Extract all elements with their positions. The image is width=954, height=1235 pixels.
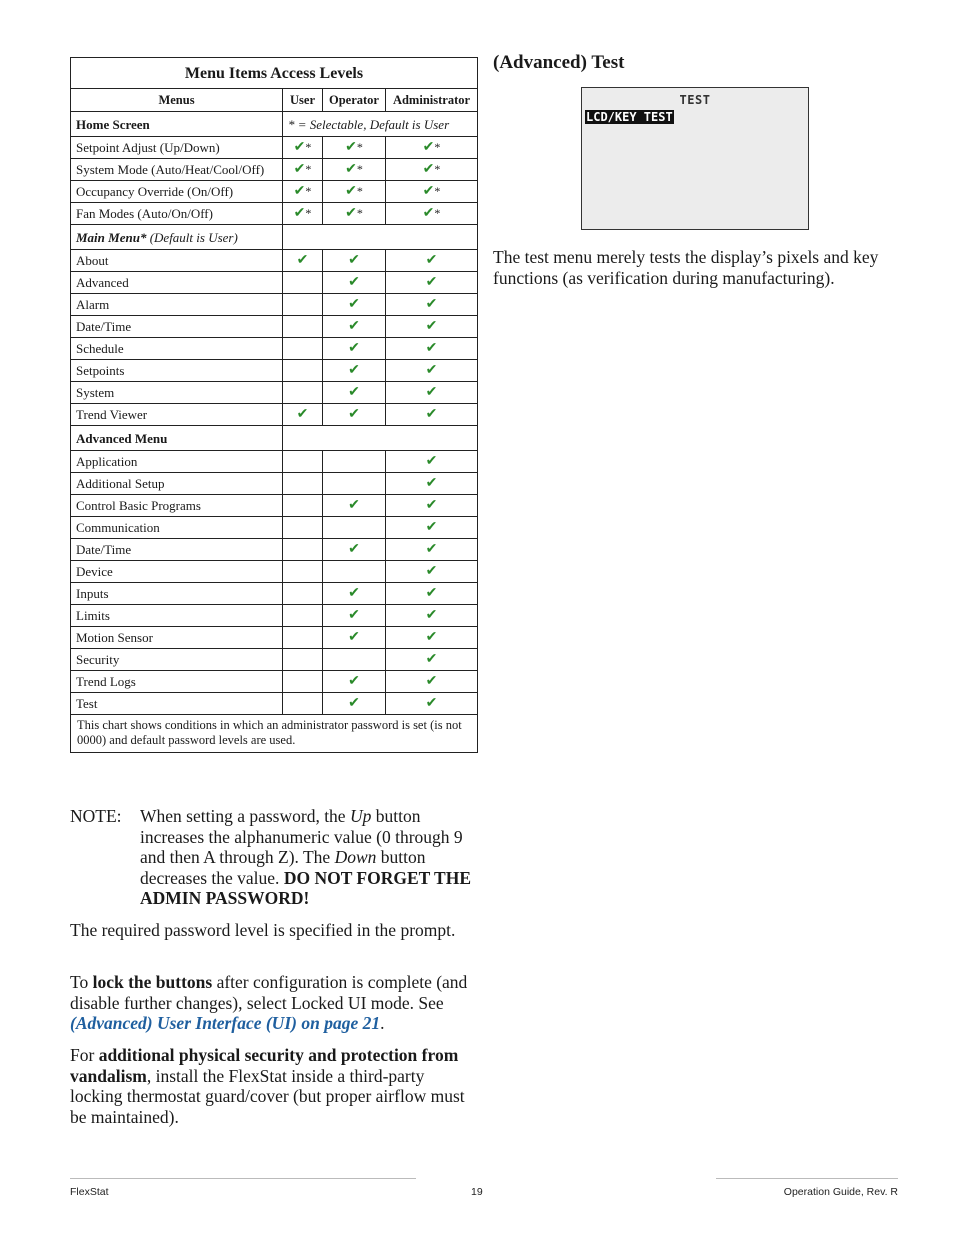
administrator-access-cell: ✔*: [386, 137, 478, 159]
user-access-cell: ✔: [283, 250, 323, 272]
menu-label-cell: Fan Modes (Auto/On/Off): [71, 203, 283, 225]
administrator-access-cell: ✔: [386, 451, 478, 473]
user-access-cell: [283, 693, 323, 715]
para2-text-2: after configuration is complete (and disable further changes), select Locked UI mode. See: [70, 972, 468, 1013]
operator-access-cell: ✔: [323, 316, 386, 338]
administrator-access-cell: ✔: [386, 583, 478, 605]
menu-label-cell: Date/Time: [71, 316, 283, 338]
operator-access-cell: [323, 649, 386, 671]
operator-access-cell: ✔: [323, 294, 386, 316]
administrator-access-cell: ✔: [386, 294, 478, 316]
section-heading-cell: [71, 112, 283, 137]
user-access-cell: [283, 451, 323, 473]
table-row: [71, 671, 478, 693]
table-row: [71, 203, 478, 225]
menu-label-cell: Alarm: [71, 294, 283, 316]
table-row: [71, 605, 478, 627]
administrator-access-cell: ✔: [386, 517, 478, 539]
section-heading-cell: [71, 225, 283, 250]
selectable-asterisk: *: [434, 162, 441, 176]
table-row: [71, 583, 478, 605]
operator-access-cell: ✔: [323, 404, 386, 426]
menu-label-cell: Test: [71, 693, 283, 715]
administrator-access-cell: ✔: [386, 250, 478, 272]
selectable-asterisk: *: [434, 206, 441, 220]
footer-doc-title: Operation Guide, Rev. R: [783, 1186, 898, 1198]
user-access-cell: [283, 627, 323, 649]
section-row: [71, 225, 478, 250]
administrator-access-cell: ✔: [386, 693, 478, 715]
table-body: [71, 112, 478, 715]
table-row: [71, 693, 478, 715]
footer-product: FlexStat: [70, 1186, 109, 1198]
note-up: Up: [349, 806, 372, 826]
table-row: [71, 473, 478, 495]
section-heading-test: (Advanced) Test: [493, 52, 625, 73]
operator-access-cell: ✔: [323, 360, 386, 382]
menu-label-cell: Trend Logs: [71, 671, 283, 693]
ui-section-link[interactable]: (Advanced) User Interface (UI) on page 21: [70, 1013, 381, 1033]
operator-access-cell: ✔: [323, 605, 386, 627]
table-footnote: This chart shows conditions in which an administrator password is set (is not 0000) and default password levels are used.: [71, 715, 478, 753]
section-heading-text: Main Menu*: [76, 229, 147, 245]
selectable-asterisk: *: [434, 140, 441, 154]
menu-label-cell: Communication: [71, 517, 283, 539]
menu-label-cell: Application: [71, 451, 283, 473]
user-access-cell: [283, 294, 323, 316]
administrator-access-cell: ✔: [386, 338, 478, 360]
selectable-asterisk: *: [356, 140, 363, 154]
column-header-user: User: [283, 89, 323, 112]
menu-label-cell: Setpoint Adjust (Up/Down): [71, 137, 283, 159]
administrator-access-cell: ✔: [386, 473, 478, 495]
lcd-selected-item: LCD/KEY TEST: [586, 110, 673, 124]
section-note-cell: [283, 426, 478, 451]
menu-label-cell: System Mode (Auto/Heat/Cool/Off): [71, 159, 283, 181]
administrator-access-cell: ✔: [386, 316, 478, 338]
operator-access-cell: ✔: [323, 495, 386, 517]
operator-access-cell: [323, 473, 386, 495]
section-heading-text: Home Screen: [76, 116, 150, 132]
para2-text-1: To: [70, 972, 93, 992]
administrator-access-cell: ✔: [386, 360, 478, 382]
note-text-1: When setting a password, the: [140, 806, 350, 826]
operator-access-cell: ✔: [323, 627, 386, 649]
paragraph-physical-security: [70, 1045, 475, 1127]
para2-text-3: .: [380, 1013, 385, 1033]
operator-access-cell: ✔: [323, 539, 386, 561]
user-access-cell: [283, 360, 323, 382]
table-row: [71, 539, 478, 561]
selectable-asterisk: *: [305, 206, 312, 220]
paragraph-lock-buttons: [70, 972, 475, 1034]
user-access-cell: [283, 338, 323, 360]
selectable-asterisk: *: [305, 140, 312, 154]
note-down: Down: [334, 847, 377, 867]
user-access-cell: [283, 316, 323, 338]
table-row: [71, 159, 478, 181]
user-access-cell: [283, 671, 323, 693]
column-header-operator: Operator: [323, 89, 386, 112]
user-access-cell: [283, 649, 323, 671]
menu-label-cell: Limits: [71, 605, 283, 627]
operator-access-cell: ✔: [323, 272, 386, 294]
lcd-title: TEST: [679, 93, 711, 107]
user-access-cell: [283, 605, 323, 627]
table-row: [71, 404, 478, 426]
table-row: [71, 181, 478, 203]
table-row: [71, 272, 478, 294]
selectable-asterisk: *: [434, 184, 441, 198]
selectable-asterisk: *: [356, 206, 363, 220]
menu-label-cell: About: [71, 250, 283, 272]
note-text-3: button decreases the value.: [140, 847, 426, 888]
table-row: [71, 360, 478, 382]
note-warning: DO NOT FORGET THE ADMIN PASSWORD!: [140, 867, 472, 908]
table-row: [71, 517, 478, 539]
administrator-access-cell: ✔: [386, 649, 478, 671]
table-title: Menu Items Access Levels: [71, 58, 478, 89]
operator-access-cell: ✔: [323, 583, 386, 605]
table-row: [71, 137, 478, 159]
paragraph-password-level: The required password level is specified in the prompt.: [70, 920, 456, 940]
section-note-cell: [283, 225, 478, 250]
user-access-cell: [283, 495, 323, 517]
user-access-cell: [283, 272, 323, 294]
section-row: [71, 112, 478, 137]
administrator-access-cell: ✔: [386, 539, 478, 561]
administrator-access-cell: ✔: [386, 627, 478, 649]
menu-label-cell: System: [71, 382, 283, 404]
table-row: [71, 627, 478, 649]
administrator-access-cell: ✔: [386, 404, 478, 426]
menu-label-cell: Setpoints: [71, 360, 283, 382]
menu-label-cell: Security: [71, 649, 283, 671]
section-note-cell: * = Selectable, Default is User: [283, 112, 478, 137]
operator-access-cell: ✔: [323, 338, 386, 360]
administrator-access-cell: ✔*: [386, 203, 478, 225]
section-heading-cell: [71, 426, 283, 451]
footer-page-number: 19: [471, 1186, 483, 1198]
operator-access-cell: [323, 517, 386, 539]
user-access-cell: [283, 473, 323, 495]
user-access-cell: ✔*: [283, 181, 323, 203]
administrator-access-cell: ✔: [386, 272, 478, 294]
operator-access-cell: ✔*: [323, 203, 386, 225]
table-row: [71, 338, 478, 360]
selectable-asterisk: *: [356, 162, 363, 176]
section-heading-suffix: (Default is User): [146, 229, 238, 245]
menu-label-cell: Control Basic Programs: [71, 495, 283, 517]
menu-label-cell: Trend Viewer: [71, 404, 283, 426]
para2-bold: lock the buttons: [92, 972, 213, 992]
operator-access-cell: ✔: [323, 382, 386, 404]
operator-access-cell: [323, 561, 386, 583]
menu-label-cell: Date/Time: [71, 539, 283, 561]
column-header-menus: Menus: [71, 89, 283, 112]
user-access-cell: ✔*: [283, 159, 323, 181]
table-row: [71, 649, 478, 671]
user-access-cell: ✔: [283, 404, 323, 426]
note-text-2: button increases the alphanumeric value (0 through 9 and then A through Z). The: [140, 806, 463, 867]
operator-access-cell: ✔: [323, 671, 386, 693]
user-access-cell: [283, 583, 323, 605]
administrator-access-cell: ✔: [386, 561, 478, 583]
menu-label-cell: Advanced: [71, 272, 283, 294]
password-note: [140, 806, 480, 909]
table-row: [71, 316, 478, 338]
user-access-cell: ✔*: [283, 203, 323, 225]
para3-text-2: , install the FlexStat inside a third-party locking thermostat guard/cover (but proper airflow must be maintained).: [70, 1065, 465, 1127]
administrator-access-cell: ✔*: [386, 181, 478, 203]
para3-text-1: For: [70, 1045, 99, 1065]
administrator-access-cell: ✔: [386, 671, 478, 693]
operator-access-cell: [323, 451, 386, 473]
menu-access-table: [70, 57, 478, 753]
menu-label-cell: Device: [71, 561, 283, 583]
menu-label-cell: Motion Sensor: [71, 627, 283, 649]
selectable-asterisk: *: [305, 162, 312, 176]
operator-access-cell: ✔: [323, 250, 386, 272]
menu-label-cell: Occupancy Override (On/Off): [71, 181, 283, 203]
test-description: The test menu merely tests the display’s pixels and key functions (as verification during manufacturing).: [493, 247, 879, 288]
menu-label-cell: Schedule: [71, 338, 283, 360]
table-row: [71, 294, 478, 316]
table-row: [71, 250, 478, 272]
user-access-cell: [283, 382, 323, 404]
operator-access-cell: ✔*: [323, 159, 386, 181]
administrator-access-cell: ✔: [386, 382, 478, 404]
table-row: [71, 382, 478, 404]
selectable-asterisk: *: [356, 184, 363, 198]
table-row: [71, 451, 478, 473]
user-access-cell: ✔*: [283, 137, 323, 159]
menu-label-cell: Inputs: [71, 583, 283, 605]
lcd-screenshot: [581, 87, 809, 230]
operator-access-cell: ✔*: [323, 137, 386, 159]
table-row: [71, 495, 478, 517]
section-row: [71, 426, 478, 451]
section-heading-text: Advanced Menu: [76, 430, 168, 446]
note-label: NOTE:: [70, 806, 122, 826]
administrator-access-cell: ✔*: [386, 159, 478, 181]
menu-label-cell: Additional Setup: [71, 473, 283, 495]
user-access-cell: [283, 517, 323, 539]
para3-bold: additional physical security and protection from vandalism: [70, 1045, 459, 1086]
selectable-asterisk: *: [305, 184, 312, 198]
administrator-access-cell: ✔: [386, 605, 478, 627]
operator-access-cell: ✔*: [323, 181, 386, 203]
table-row: [71, 561, 478, 583]
column-header-administrator: Administrator: [386, 89, 478, 112]
user-access-cell: [283, 561, 323, 583]
footer-rule-right: [716, 1178, 898, 1179]
footer-rule-left: [70, 1178, 416, 1179]
user-access-cell: [283, 539, 323, 561]
operator-access-cell: ✔: [323, 693, 386, 715]
administrator-access-cell: ✔: [386, 495, 478, 517]
